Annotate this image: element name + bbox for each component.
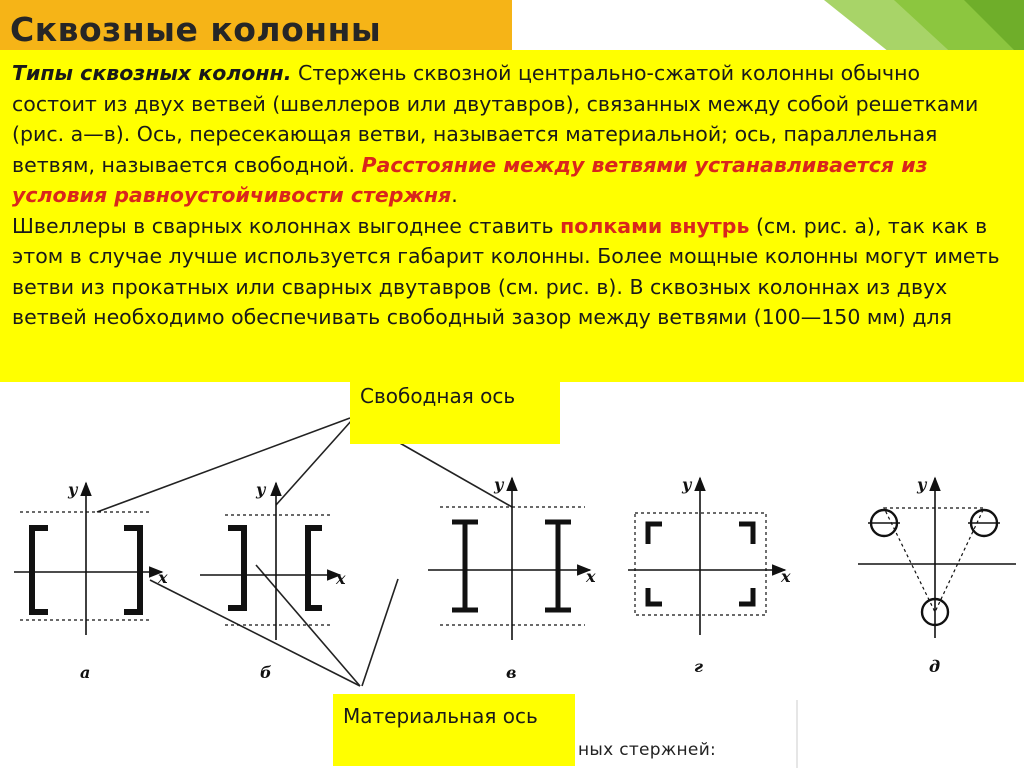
- leader-material-c: [362, 579, 398, 686]
- callout-material-axis: [333, 694, 575, 766]
- leader-material-a: [150, 580, 360, 686]
- leader-lines: [97, 418, 512, 686]
- section-b-label: б: [260, 663, 272, 682]
- section-a-x-label: x: [158, 568, 168, 587]
- text-box: [0, 50, 1024, 382]
- section-g: [628, 478, 785, 635]
- section-b-x-label: x: [336, 569, 346, 588]
- paragraph-1-text: Стержень сквозной центрально-сжатой колонны обычно состоит из двух ветвей (швеллеров или двутавров), связанных между собой решетками (рис. а—в). Ось, пересекающая ветви, называется материальной; ось, параллельная ветвям, называется свободной.: [12, 61, 979, 177]
- paragraph-2-highlight: полками внутрь: [560, 213, 750, 238]
- section-b-y-label: y: [256, 480, 266, 499]
- paragraph-2: [12, 211, 1010, 333]
- section-g-y-label: y: [682, 475, 692, 494]
- section-d-label: д: [929, 657, 941, 676]
- callout-free-axis-text: Свободная ось: [360, 384, 516, 408]
- figure-caption-fragment: ных стержней:: [578, 740, 717, 760]
- paragraph-1-lead: Типы сквозных колонн.: [12, 61, 292, 85]
- section-v-y-label: y: [494, 475, 504, 494]
- section-a-y-label: y: [68, 480, 78, 499]
- slide-title: [0, 0, 512, 50]
- paragraph-2-text-1: Швеллеры в сварных колоннах выгоднее ставить: [12, 213, 561, 238]
- paragraph-1-highlight: Расстояние между ветвями устанавливается из условия равноустойчивости стержня: [12, 152, 928, 207]
- paragraph-2-text-2: (см. рис. а), так как в этом в случае лучше используется габарит колонны. Более мощные колонны могут иметь ветви из прокатных или сварных двутавров (см. рис. в). В сквозных колоннах из двух ветвей необходимо обеспечивать свободный зазор между ветвями (100—150 мм) для: [12, 213, 1000, 329]
- callout-material-axis-text: Материальная ось: [343, 704, 538, 728]
- section-g-x-label: x: [781, 567, 791, 586]
- section-d: [858, 478, 1016, 638]
- paragraph-1-end: .: [451, 183, 458, 207]
- paragraph-1: [12, 58, 1010, 211]
- section-a-label: а: [80, 663, 91, 682]
- section-v-label: в: [506, 663, 517, 682]
- section-v: [428, 478, 590, 640]
- callout-free-axis: [350, 378, 560, 444]
- slide-title-text: Сквозные колонны: [10, 10, 382, 49]
- leader-free-b: [276, 420, 352, 505]
- section-d-y-label: y: [917, 475, 927, 494]
- section-v-x-label: x: [586, 567, 596, 586]
- section-g-label: г: [694, 657, 703, 676]
- section-a: [14, 483, 162, 635]
